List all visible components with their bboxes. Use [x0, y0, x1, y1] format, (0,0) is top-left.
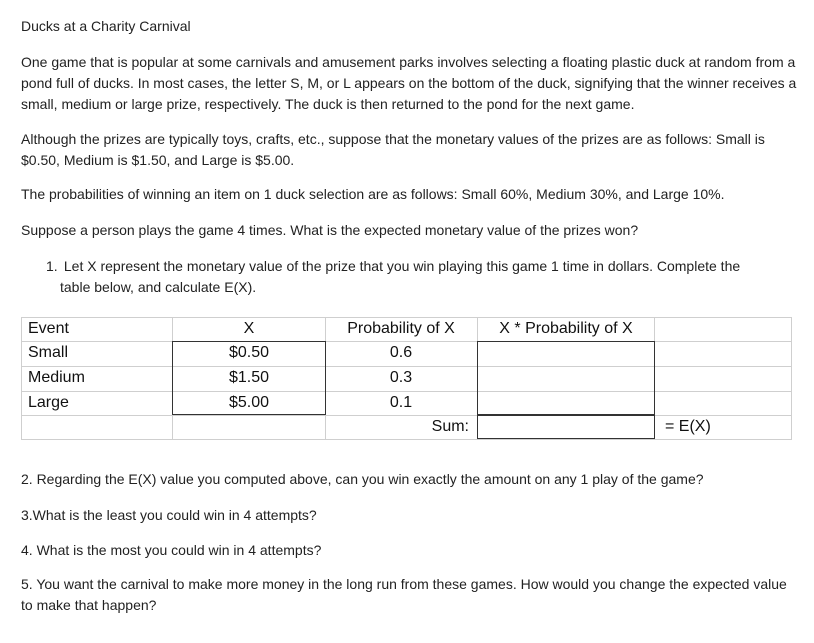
expected-value-label: = E(X): [665, 418, 711, 435]
question-2: 2. Regarding the E(X) value you computed above, can you win exactly the amount on any 1 play of the game?: [21, 471, 704, 487]
header-x-times-probability: X * Probability of X: [499, 320, 633, 337]
question-1: [46, 256, 786, 298]
question-1-line-2: table below, and calculate E(X).: [60, 279, 257, 295]
sum-box[interactable]: [477, 415, 655, 439]
row-large-probability: 0.1: [389, 394, 413, 411]
question-1-line-1: Let X represent the monetary value of the prize that you win playing this game 1 time in dollars. Complete the: [63, 258, 741, 274]
question-4: 4. What is the most you could win in 4 attempts?: [21, 542, 322, 558]
intro-paragraph: One game that is popular at some carnivals and amusement parks involves selecting a floating plastic duck at random from a pond full of ducks. In most cases, the letter S, M, or L appears on the bottom of the duck, signifying that the winner receives a small, medium or large prize, respectively. The duck is then returned to the pond for the next game.: [21, 54, 797, 112]
header-probability: Probability of X: [347, 320, 455, 337]
question-1-number: 1.: [46, 258, 58, 274]
probabilities-paragraph: The probabilities of winning an item on 1 duck selection are as follows: Small 60%, Medium 30%, and Large 10%.: [21, 186, 725, 202]
grid-line: [21, 317, 22, 440]
header-x: X: [243, 320, 255, 337]
row-small-x: $0.50: [228, 344, 270, 361]
grid-line: [791, 317, 792, 440]
row-large-event: Large: [28, 394, 69, 411]
row-medium-probability: 0.3: [389, 369, 413, 386]
row-large-x: $5.00: [228, 394, 270, 411]
row-small-event: Small: [28, 344, 69, 361]
problem-paragraph: Suppose a person plays the game 4 times. What is the expected monetary value of the prizes won?: [21, 222, 639, 238]
expected-value-table: [21, 317, 792, 440]
prize-values-paragraph: Although the prizes are typically toys, crafts, etc., suppose that the monetary values of the prizes are as follows: Small is $0.50, Medium is $1.50, and Large is $5.00.: [21, 131, 765, 168]
row-medium-x: $1.50: [228, 369, 270, 386]
x-times-probability-box[interactable]: [477, 341, 655, 415]
header-event: Event: [28, 320, 69, 337]
row-medium-event: Medium: [28, 369, 85, 386]
grid-line: [21, 439, 792, 440]
question-3: 3.What is the least you could win in 4 attempts?: [21, 507, 317, 523]
row-small-probability: 0.6: [389, 344, 413, 361]
question-5: 5. You want the carnival to make more money in the long run from these games. How would you change the expected value to make that happen?: [21, 576, 787, 613]
sum-label: Sum:: [431, 418, 469, 435]
page-title: Ducks at a Charity Carnival: [21, 18, 191, 34]
